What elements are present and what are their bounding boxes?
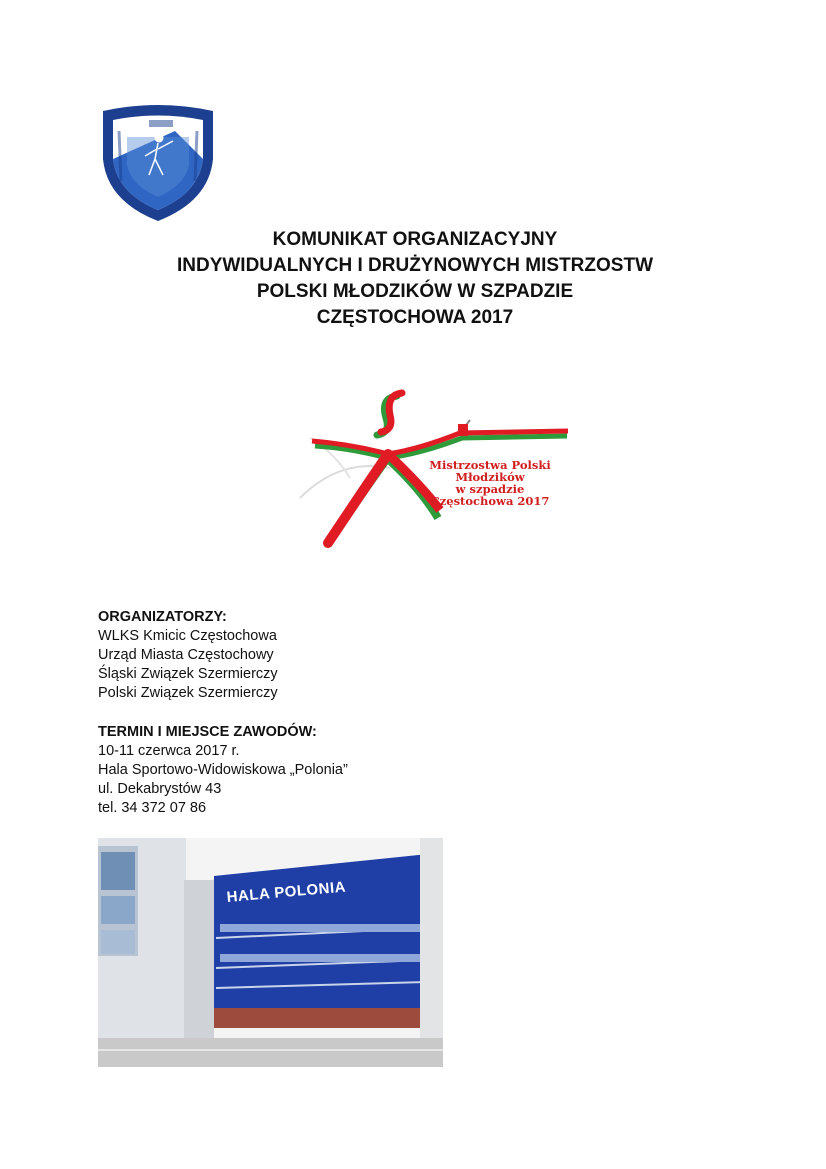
organizers-section: [98, 608, 518, 703]
venue-heading: TERMIN I MIEJSCE ZAWODÓW:: [98, 724, 317, 740]
venue-sign: HALA POLONIA: [226, 878, 347, 906]
venue-section: [98, 723, 518, 818]
organizer-item: Polski Związek Szermierczy: [98, 685, 278, 701]
title-line: INDYWIDUALNYCH I DRUŻYNOWYCH MISTRZOSTW: [176, 255, 654, 276]
venue-name: Hala Sportowo-Widowiskowa „Polonia”: [98, 762, 348, 778]
title-line: KOMUNIKAT ORGANIZACYJNY: [272, 229, 558, 250]
venue-photo: [98, 838, 443, 1067]
title-line: CZĘSTOCHOWA 2017: [316, 307, 514, 328]
club-logo: [97, 101, 219, 223]
venue-phone: tel. 34 372 07 86: [98, 800, 207, 816]
organizer-item: Urząd Miasta Częstochowy: [98, 647, 274, 663]
event-logo-line: Częstochowa 2017: [430, 494, 550, 508]
organizer-item: WLKS Kmicic Częstochowa: [98, 628, 277, 644]
event-logo: [280, 378, 580, 558]
title-line: POLSKI MŁODZIKÓW W SZPADZIE: [256, 281, 574, 302]
event-logo-text: [400, 459, 580, 507]
venue-address: ul. Dekabrystów 43: [98, 781, 222, 797]
event-logo-line: w szpadzie: [455, 482, 525, 496]
event-date: 10-11 czerwca 2017 r.: [98, 743, 240, 759]
document-title: [100, 227, 730, 331]
event-logo-line: Mistrzostwa Polski Młodzików: [429, 458, 551, 484]
organizers-heading: ORGANIZATORZY:: [98, 609, 227, 625]
organizer-item: Śląski Związek Szermierczy: [98, 666, 278, 682]
